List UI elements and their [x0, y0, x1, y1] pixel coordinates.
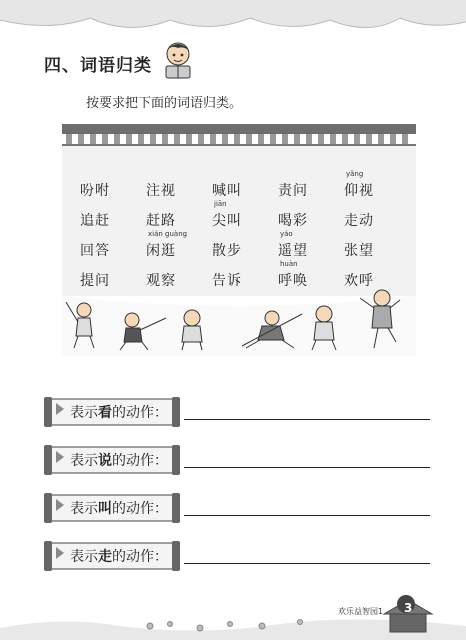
- word-cell: [146, 210, 212, 230]
- pinyin: xián guàng: [148, 230, 188, 238]
- word: 喊叫: [212, 183, 242, 199]
- word: 欢呼: [344, 273, 374, 289]
- word: 呼唤: [278, 273, 308, 289]
- word-cell: [278, 180, 344, 200]
- word: 张望: [344, 243, 374, 259]
- word: 仰视: [344, 183, 374, 199]
- book-title: 欢乐益智园1: [338, 607, 384, 616]
- word-cell: [344, 270, 410, 290]
- section-title: 四、词语归类: [44, 56, 152, 76]
- word-row: [80, 200, 410, 230]
- answer-section: [44, 395, 434, 587]
- word-cell: [80, 240, 146, 260]
- page-number: 3: [404, 601, 413, 615]
- word-cell: [146, 230, 212, 260]
- word-cell: [344, 210, 410, 230]
- word-cell: [80, 270, 146, 290]
- pinyin: huàn: [280, 260, 298, 268]
- pinyin: yǎng: [346, 170, 364, 178]
- word-grid: [80, 170, 410, 290]
- word-cell: [278, 260, 344, 290]
- top-decoration: [0, 0, 466, 46]
- word: 散步: [212, 243, 242, 259]
- word-cell: [212, 180, 278, 200]
- answer-label: 表示看的动作：: [70, 405, 168, 421]
- word-cell: [146, 180, 212, 200]
- answer-line[interactable]: [184, 563, 430, 564]
- bottom-decoration: [0, 590, 466, 640]
- word-cell: [80, 180, 146, 200]
- answer-label: 表示说的动作：: [70, 453, 168, 469]
- answer-row-call: [44, 491, 434, 539]
- instruction-text: 按要求把下面的词语归类。: [86, 96, 243, 111]
- word: 喝彩: [278, 213, 308, 229]
- word-row: [80, 260, 410, 290]
- word: 注视: [146, 183, 176, 199]
- word-cell: [146, 270, 212, 290]
- answer-line[interactable]: [184, 419, 430, 420]
- word-cell: [80, 210, 146, 230]
- word-cell: [212, 270, 278, 290]
- kids-playing-illustration: [62, 288, 402, 354]
- pinyin: yáo: [280, 230, 293, 238]
- word-cell: [278, 230, 344, 260]
- word-row: [80, 170, 410, 200]
- word: 告诉: [212, 273, 242, 289]
- word-cell: [212, 200, 278, 230]
- word-cell: [212, 240, 278, 260]
- word-row: [80, 230, 410, 260]
- word: 赶路: [146, 213, 176, 229]
- word: 提问: [80, 273, 110, 289]
- answer-row-say: [44, 443, 434, 491]
- answer-line[interactable]: [184, 515, 430, 516]
- pinyin: jiān: [214, 200, 227, 208]
- word: 观察: [146, 273, 176, 289]
- answer-label: 表示叫的动作：: [70, 501, 168, 517]
- answer-row-walk: [44, 539, 434, 587]
- word: 走动: [344, 213, 374, 229]
- word-cell: [344, 240, 410, 260]
- word-cell: [344, 170, 410, 200]
- answer-label: 表示走的动作：: [70, 549, 168, 565]
- answer-row-look: [44, 395, 434, 443]
- word: 追赶: [80, 213, 110, 229]
- word-cell: [278, 210, 344, 230]
- word: 责问: [278, 183, 308, 199]
- word: 回答: [80, 243, 110, 259]
- answer-line[interactable]: [184, 467, 430, 468]
- word: 吩咐: [80, 183, 110, 199]
- word: 遥望: [278, 243, 308, 259]
- word: 闲逛: [146, 243, 176, 259]
- word: 尖叫: [212, 213, 242, 229]
- boy-reading-icon: [160, 40, 196, 80]
